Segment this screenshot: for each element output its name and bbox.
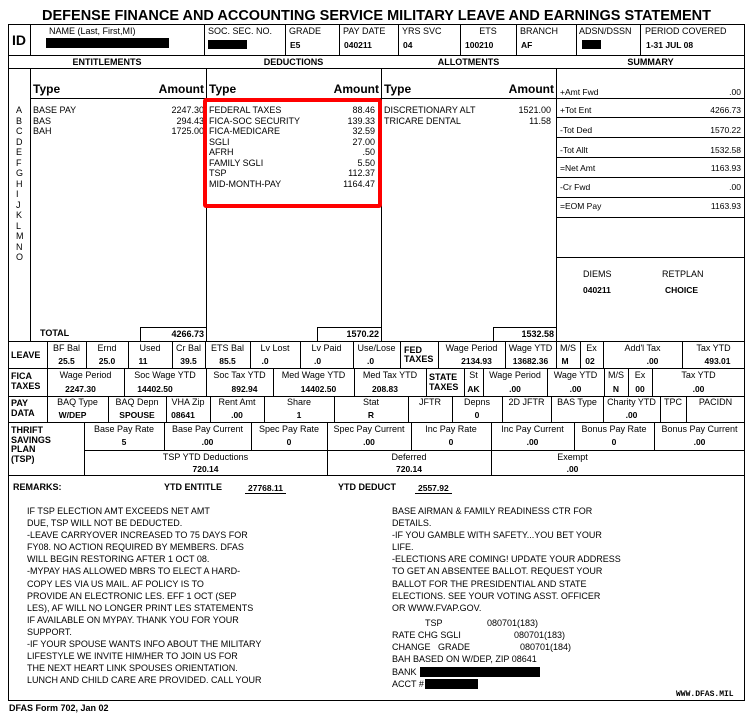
allt-amount-header: Amount	[508, 82, 554, 96]
ytd-entitle-value: 27768.11	[245, 484, 286, 494]
summary-label-eom-pay: =EOM Pay	[560, 201, 602, 211]
deduction-amounts: 88.46 139.33 32.59 27.00 .50 5.50 112.37 1164.47	[343, 105, 375, 189]
list-item: SGLI	[209, 136, 230, 147]
list-item: TSP	[209, 168, 227, 178]
remarks-left-column: IF TSP ELECTION AMT EXCEEDS NET AMT DUE, TSP WILL NOT BE DEDUCTED. -LEAVE CARRYOVER INCREASED TO 75 DAYS FOR FY08. NO ACTION REQUIRED BY MEMBERS. DFAS WILL BEGIN RESTORING AFTER 1 OCT 08. -MYPAY HAS ALLOWED MBRS TO ELECT A HARD- COPY LES VIA US MAIL. AF POLICY IS TO PROVIDE AN ELECTRONIC LES. EFF 1 OCT (SEP LES), AF WILL NO LONGER PRINT LES STATEMENTS IF AVAILABLE ON MYPAY. THANK YOU FOR YOUR SUPPORT. -IF YOUR SPOUSE WANTS INFO ABOUT THE MILITARY LIFESTYLE WE INVITE HIM/HER TO JOIN US FOR THE NEXT HEART LINK SPOUSES ORIENTATION. LUNCH AND CHILD CARE ARE PROVIDED. CALL YOUR	[27, 506, 262, 686]
remarks-label: REMARKS:	[13, 482, 62, 492]
diems-label: DIEMS	[583, 269, 612, 279]
yrssvc-value: 04	[403, 40, 413, 50]
tsp-exempt-value: .00	[566, 464, 579, 474]
section-summary: SUMMARY	[627, 57, 674, 67]
grade-value: E5	[290, 40, 301, 50]
summary-value-eom-pay: 1163.93	[710, 201, 741, 211]
summary-label-amt-fwd: +Amt Fwd	[560, 87, 599, 97]
ets-label: ETS	[479, 26, 497, 36]
deductions-total: 1570.22	[346, 329, 379, 339]
tsp-deferred-value: 720.14	[396, 464, 422, 474]
section-allotments: ALLOTMENTS	[437, 57, 500, 67]
summary-value-amt-fwd: .00	[729, 87, 741, 97]
summary-value-net-amt: 1163.93	[710, 163, 741, 173]
yrssvc-label: YRS SVC	[402, 26, 442, 36]
ssn-redaction	[208, 40, 247, 49]
retplan-label: RETPLAN	[662, 269, 704, 279]
adsn-redaction	[582, 40, 601, 49]
list-item: TRICARE DENTAL	[384, 115, 461, 126]
list-item: BAS	[33, 115, 52, 126]
remarks-bah-line: BAH BASED ON W/DEP, ZIP 08641	[392, 654, 537, 664]
list-item: FEDERAL TAXES	[209, 105, 282, 115]
remarks-change-label: CHANGE GRADE	[392, 642, 471, 652]
state-taxes-label: STATE	[429, 372, 458, 382]
remarks-right-column: BASE AIRMAN & FAMILY READINESS CTR FOR DETAILS. -IF YOU GAMBLE WITH SAFETY...YOU BET YOUR LIFE. -ELECTIONS ARE COMING! UPDATE YOUR ADDRESS TO GET AN ABSENTEE BALLOT. REQUEST YOUR BALLOT FOR THE PRESIDENTIAL AND STATE ELECTIONS. SEE YOUR VOTING ASST. OFFICER OR WWW.FVAP.GOV.	[392, 506, 621, 613]
list-item: MID-MONTH-PAY	[209, 178, 282, 189]
section-deductions: DEDUCTIONS	[263, 57, 324, 67]
period-value: 1-31 JUL 08	[646, 40, 694, 50]
website-text: WWW.DFAS.MIL	[676, 690, 734, 699]
entitlements-total: 4266.73	[171, 329, 204, 339]
remarks-change-value: 080701(184)	[520, 642, 572, 652]
acct-redaction	[425, 679, 478, 689]
deductions-highlight-box	[203, 98, 382, 208]
bank-redaction	[420, 667, 540, 677]
remarks-ratechg-value: 080701(183)	[514, 630, 566, 640]
remarks-ratechg-label: RATE CHG SGLI	[392, 630, 461, 640]
summary-value-tot-ded: 1570.22	[710, 125, 741, 135]
allotment-amounts: 1521.00 11.58	[518, 105, 551, 126]
list-item: FICA-MEDICARE	[209, 126, 281, 136]
tsp-exempt-label: Exempt	[557, 452, 588, 462]
branch-value: AF	[521, 40, 533, 50]
ent-amount-header: Amount	[158, 82, 204, 96]
ytd-entitle-label: YTD ENTITLE	[164, 482, 222, 492]
grade-label: GRADE	[289, 26, 322, 36]
list-item: AFRH	[209, 147, 234, 157]
summary-value-tot-ent: 4266.73	[710, 105, 741, 115]
summary-value-tot-allt: 1532.58	[710, 145, 741, 155]
ets-value: 100210	[465, 40, 494, 50]
tsp-ytd-ded-value: 720.14	[192, 464, 219, 474]
section-entitlements: ENTITLEMENTS	[72, 57, 142, 67]
retplan-value: CHOICE	[665, 285, 699, 295]
summary-label-tot-ent: +Tot Ent	[560, 105, 592, 115]
ytd-deduct-value: 2557.92	[415, 484, 452, 494]
id-label: ID	[12, 32, 26, 48]
allotments-total: 1532.58	[521, 329, 554, 339]
paydate-value: 040211	[344, 40, 372, 50]
allt-type-header: Type	[384, 82, 412, 96]
statement-title: DEFENSE FINANCE AND ACCOUNTING SERVICE MILITARY LEAVE AND EARNINGS STATEMENT	[42, 8, 711, 24]
name-redaction	[46, 38, 169, 48]
list-item: FAMILY SGLI	[209, 157, 264, 168]
adsn-label: ADSN/DSSN	[579, 26, 632, 36]
allotment-types	[384, 105, 476, 126]
branch-label: BRANCH	[520, 26, 559, 36]
fica-taxes-label: FICA	[11, 371, 32, 381]
remarks-acct-label: ACCT #	[392, 679, 424, 689]
remarks-bank-label: BANK	[392, 667, 417, 677]
summary-label-net-amt: =Net Amt	[560, 163, 596, 173]
total-label: TOTAL	[40, 328, 70, 338]
summary-value-cr-fwd: .00	[729, 182, 741, 192]
entitlement-types	[33, 105, 76, 137]
tsp-deferred-label: Deferred	[391, 452, 427, 462]
tsp-ytd-ded-label: TSP YTD Deductions	[162, 452, 249, 462]
fed-taxes-label: FED	[404, 345, 422, 355]
ded-amount-header: Amount	[333, 82, 379, 96]
ent-type-header: Type	[33, 82, 61, 96]
remarks-tsp-label: TSP	[425, 618, 443, 628]
leave-label: LEAVE	[11, 350, 41, 360]
summary-label-tot-allt: -Tot Allt	[560, 145, 588, 155]
form-id: DFAS Form 702, Jan 02	[9, 703, 109, 713]
list-item: BAH	[33, 126, 52, 136]
tsp-label: THRIFT SAVINGS PLAN (TSP)	[11, 425, 51, 464]
period-label: PERIOD COVERED	[645, 26, 727, 36]
list-item: DISCRETIONARY ALT	[384, 105, 476, 115]
entitlement-amounts: 2247.30 294.43 1725.00	[171, 105, 204, 136]
ded-type-header: Type	[209, 82, 237, 96]
summary-label-tot-ded: -Tot Ded	[560, 125, 593, 135]
diems-value: 040211	[583, 285, 611, 295]
summary-label-cr-fwd: -Cr Fwd	[560, 182, 591, 192]
ytd-deduct-label: YTD DEDUCT	[338, 482, 396, 492]
list-item: BASE PAY	[33, 105, 77, 115]
list-item: FICA-SOC SECURITY	[209, 115, 301, 126]
remarks-tsp-value: 080701(183)	[487, 618, 539, 628]
row-letters: A B C D E F G H I J K L M N O	[16, 105, 24, 262]
pay-data-label: PAY	[11, 398, 29, 408]
paydate-label: PAY DATE	[343, 26, 386, 36]
ssn-label: SOC. SEC. NO.	[208, 26, 273, 36]
name-label: NAME (Last, First,MI)	[49, 26, 136, 36]
